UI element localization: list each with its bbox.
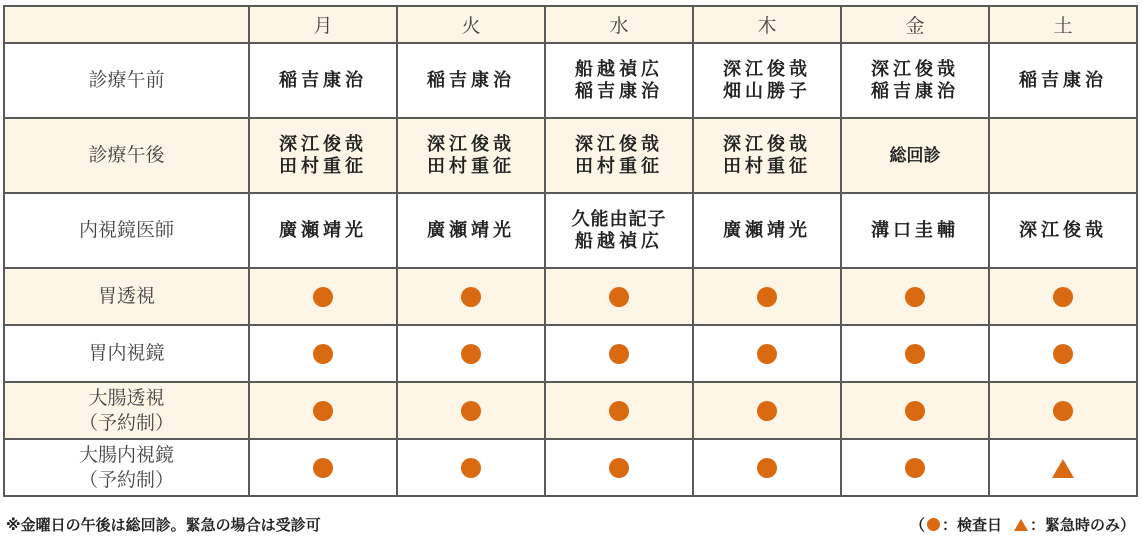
exam-day-dot-icon [609,458,629,478]
doctor-cell [545,118,693,193]
mark-cell [545,325,693,382]
doctor-name: 稲吉康治 [1019,69,1107,91]
row-label-cell [4,268,249,325]
legend [910,514,1135,535]
doctor-cell [841,193,989,268]
exam-day-dot-icon [313,458,333,478]
doctor-name: 田村重征 [575,155,663,177]
doctor-cell [545,193,693,268]
doctor-name: 深江俊哉 [279,133,367,155]
exam-day-dot-icon [609,401,629,421]
doctor-name: 深江俊哉 [871,58,959,80]
exam-day-dot-icon [461,344,481,364]
row-sublabel: （予約制） [78,468,174,491]
row-label: 胃内視鏡 [88,342,165,364]
doctor-cell [693,118,841,193]
doctor-name: 稲吉康治 [427,69,515,91]
row-pm-clinic [4,118,1137,193]
row-label: 大腸内視鏡 [78,443,174,466]
exam-day-dot-icon [905,401,925,421]
doctor-cell [249,43,397,118]
doctor-cell [693,193,841,268]
row-label: 胃透視 [97,285,155,307]
day-header [841,6,989,43]
exam-day-dot-icon [313,287,333,307]
doctor-name: 稲吉康治 [871,80,959,102]
day-label: 月 [313,15,333,37]
day-header [397,6,545,43]
row-label: 診療午前 [88,69,165,91]
mark-cell [397,439,545,496]
mark-cell [397,268,545,325]
mark-cell [397,325,545,382]
doctor-name: 久能由記子 [571,208,667,230]
day-label: 土 [1053,15,1073,37]
mark-cell [545,382,693,439]
row-label-cell [4,43,249,118]
mark-cell [249,325,397,382]
row-label: 大腸透視 [88,386,165,409]
day-header [693,6,841,43]
exam-day-dot-icon [1053,287,1073,307]
exam-day-dot-icon [313,344,333,364]
doctor-name: 深江俊哉 [723,133,811,155]
legend-emergency-text: ：緊急時のみ） [1029,516,1135,534]
emergency-only-triangle-icon [1052,459,1074,478]
row-stomach-fluoroscopy [4,268,1137,325]
row-label-cell [4,325,249,382]
exam-day-dot-icon [757,401,777,421]
doctor-name: 廣瀬靖光 [427,219,515,241]
doctor-name: 廣瀬靖光 [279,219,367,241]
mark-cell [841,268,989,325]
exam-day-dot-icon [905,287,925,307]
doctor-cell [989,43,1137,118]
doctor-cell [397,43,545,118]
exam-day-dot-icon [905,458,925,478]
doctor-name: 深江俊哉 [427,133,515,155]
mark-cell [249,382,397,439]
exam-day-dot-icon [609,287,629,307]
doctor-name: 深江俊哉 [575,133,663,155]
mark-cell [693,268,841,325]
mark-cell [841,325,989,382]
exam-day-dot-icon [461,458,481,478]
day-header [249,6,397,43]
doctor-cell [249,193,397,268]
mark-cell [693,439,841,496]
mark-cell [693,325,841,382]
mark-cell [249,268,397,325]
mark-cell [841,439,989,496]
doctor-name: 船越禎広 [575,58,663,80]
row-am-clinic [4,43,1137,118]
row-label: 内視鏡医師 [78,219,174,241]
day-label: 火 [461,15,481,37]
mark-cell [545,268,693,325]
doctor-cell [397,193,545,268]
exam-day-dot-icon [757,458,777,478]
row-colon-fluoroscopy [4,382,1137,439]
mark-cell [397,382,545,439]
day-header [545,6,693,43]
doctor-name: 田村重征 [723,155,811,177]
doctor-cell [693,43,841,118]
doctor-name: 稲吉康治 [575,80,663,102]
doctor-name: 深江俊哉 [1019,219,1107,241]
exam-day-dot-icon [1053,401,1073,421]
doctor-cell [841,43,989,118]
schedule-table [3,5,1138,497]
row-stomach-endoscopy [4,325,1137,382]
row-label-cell [4,382,249,439]
corner-cell [4,6,249,43]
doctor-name: 船越禎広 [575,230,663,252]
mark-cell [989,325,1137,382]
doctor-cell [989,193,1137,268]
doctor-name: 畑山勝子 [723,80,811,102]
mark-cell [841,382,989,439]
exam-day-dot-icon [609,344,629,364]
doctor-name: 田村重征 [427,155,515,177]
row-label-cell [4,193,249,268]
mark-cell [693,382,841,439]
mark-cell [989,382,1137,439]
exam-day-dot-icon [757,344,777,364]
exam-day-dot-icon [905,344,925,364]
doctor-name: 稲吉康治 [279,69,367,91]
exam-day-dot-icon [1053,344,1073,364]
legend-triangle-icon [1014,519,1028,531]
doctor-name: 溝口圭輔 [871,219,959,241]
row-endoscopist [4,193,1137,268]
row-label-cell [4,439,249,496]
empty-cell [989,118,1137,193]
doctor-name: 深江俊哉 [723,58,811,80]
row-sublabel: （予約制） [78,411,174,434]
exam-day-dot-icon [757,287,777,307]
legend-dot-icon [927,518,940,531]
rounds-label: 総回診 [889,145,941,166]
legend-open-paren: （ [909,516,925,534]
day-label: 金 [905,15,925,37]
exam-day-dot-icon [313,401,333,421]
row-colon-endoscopy [4,439,1137,496]
footer-note: ※金曜日の午後は総回診。緊急の場合は受診可 [6,516,321,534]
doctor-cell [397,118,545,193]
row-label-cell [4,118,249,193]
exam-day-dot-icon [461,401,481,421]
doctor-cell [545,43,693,118]
doctor-cell [841,118,989,193]
mark-cell [989,439,1137,496]
mark-cell [545,439,693,496]
day-label: 水 [609,15,629,37]
doctor-name: 田村重征 [279,155,367,177]
doctor-name: 廣瀬靖光 [723,219,811,241]
mark-cell [989,268,1137,325]
legend-exam-day-text: ：検査日 [941,516,1002,534]
row-label: 診療午後 [88,144,165,166]
day-header [989,6,1137,43]
mark-cell [249,439,397,496]
header-row [4,6,1137,43]
day-label: 木 [757,15,777,37]
exam-day-dot-icon [461,287,481,307]
doctor-cell [249,118,397,193]
